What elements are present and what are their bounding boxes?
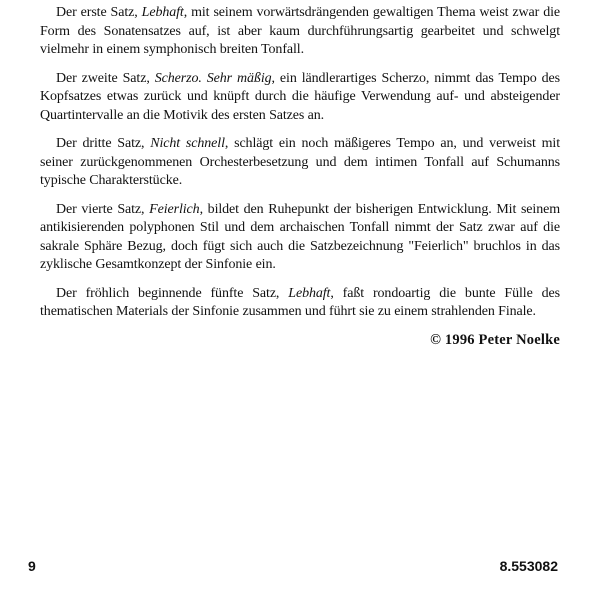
paragraph-text: , faßt rondoartig die bunte Fülle des thematischen Materials der Sinfonie zusammen und führt sie zu einem strahlenden Finale. bbox=[40, 285, 560, 319]
tempo-marking: Lebhaft bbox=[141, 5, 184, 20]
paragraph-text: Der erste Satz, bbox=[56, 5, 142, 20]
paragraph-fifth-movement bbox=[40, 285, 560, 322]
tempo-marking: Lebhaft bbox=[288, 285, 331, 301]
paragraph-fourth-movement bbox=[40, 201, 560, 275]
paragraph-text: Der vierte Satz, bbox=[56, 201, 150, 217]
copyright-notice: © 1996 Peter Noelke bbox=[430, 331, 560, 348]
tempo-marking: Feierlich bbox=[149, 201, 200, 217]
paragraph-text: Der zweite Satz, bbox=[56, 70, 155, 86]
article-body bbox=[40, 4, 560, 349]
paragraph-text: , mit seinem vorwärtsdrängenden gewaltigen Thema weist zwar die Form des Sonatensatzes auf, ist aber kaum durchführungsartig gearbeitet und schwelgt vielmehr in einem symphonisch breiten Tonfall. bbox=[40, 5, 560, 57]
paragraph-text: , ein ländlerartiges Scherzo, nimmt das Tempo des Kopfsatzes etwas zurück und knüpft durch die häufige Verwendung auf- und absteigender Quartintervalle an die Motivik des ersten Satzes an. bbox=[40, 70, 560, 123]
page-number: 9 bbox=[28, 558, 36, 574]
tempo-marking: Nicht schnell bbox=[150, 136, 225, 151]
paragraph-first-movement bbox=[40, 4, 560, 60]
tempo-marking: Scherzo. Sehr mäßig bbox=[154, 70, 272, 86]
paragraph-third-movement bbox=[40, 135, 560, 191]
paragraph-text: Der fröhlich beginnende fünfte Satz, bbox=[56, 285, 289, 301]
catalog-number: 8.553082 bbox=[499, 558, 558, 574]
paragraph-text: , schlägt ein noch mäßigeres Tempo an, und verweist mit seiner zurückgenommenen Orchesterbesetzung und dem intimen Tonfall auf Schumanns typische Charakterstücke. bbox=[40, 136, 560, 188]
paragraph-second-movement bbox=[40, 70, 560, 126]
paragraph-text: Der dritte Satz, bbox=[56, 136, 151, 151]
paragraph-text: , bildet den Ruhepunkt der bisherigen Entwicklung. Mit seinem antikisierenden polyphonen Stil und dem archaischen Tonfall nimmt der Satz zwar auf die sakrale Sphäre Bezug, doch fügt sich auch die Satzbezeichnung "Feierlich" bruchlos in das zyklische Gesamtkonzept der Sinfonie ein. bbox=[40, 201, 561, 272]
